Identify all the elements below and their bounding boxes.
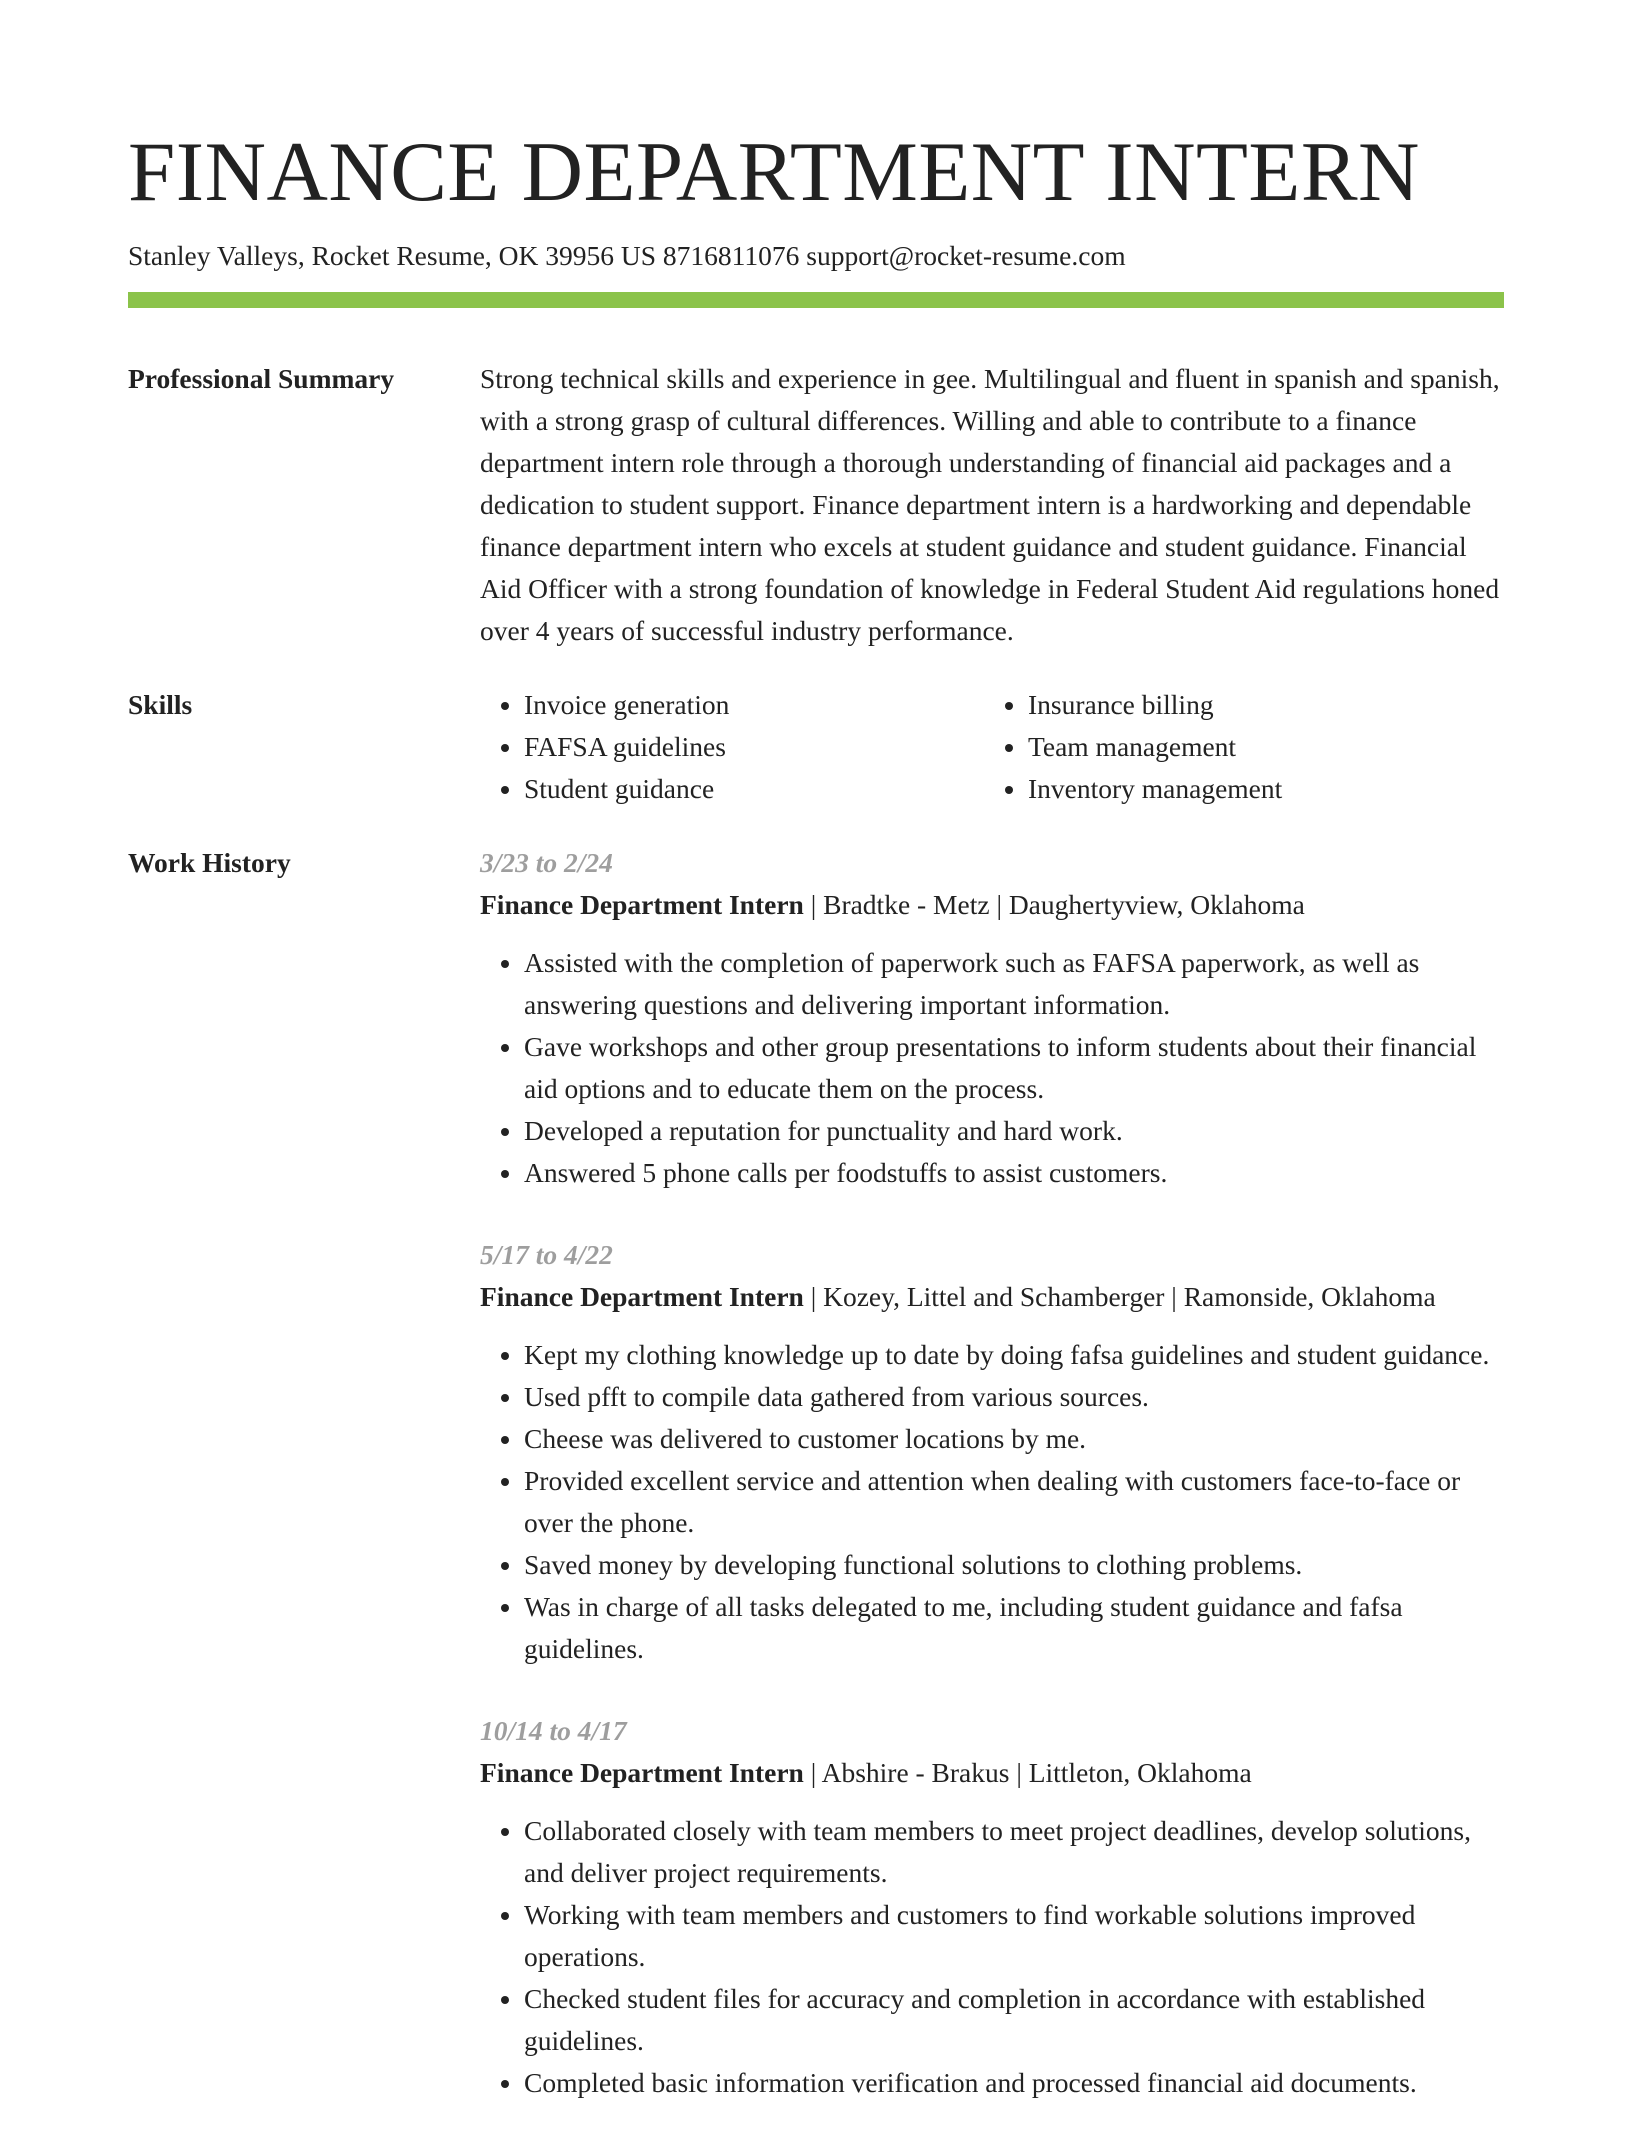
work-history-section (128, 842, 1504, 2144)
skills-list-right (984, 684, 1488, 810)
skills-section (128, 684, 1504, 810)
summary-text: Strong technical skills and experience in gee. Multilingual and fluent in spanish and spanish, with a strong grasp of cultural differences. Willing and able to contribute to a finance department intern role through a thorough understanding of financial aid packages and a dedication to student support. Finance department intern is a hardworking and dependable finance department intern who excels at student guidance and student guidance. Financial Aid Officer with a strong foundation of knowledge in Federal Student Aid regulations honed over 4 years of successful industry performance. (480, 363, 1500, 646)
resume-page (128, 0, 1504, 2144)
job-bullet: • Gave workshops and other group presentations to inform students about their financial aid options and to educate them on the process. (524, 1026, 1504, 1110)
job-bullet: • Completed basic information verification and processed financial aid documents. (524, 2062, 1504, 2104)
job-entry (480, 842, 1504, 1194)
job-bullet: • Working with team members and customers to find workable solutions improved operations. (524, 1894, 1504, 1978)
skill-item: • Insurance billing (1028, 684, 1488, 726)
job-bullet: • Used pfft to compile data gathered from various sources. (524, 1376, 1504, 1418)
job-dates: 5/17 to 4/22 (480, 1239, 613, 1270)
job-bullet: • Kept my clothing knowledge up to date by doing fafsa guidelines and student guidance. (524, 1334, 1504, 1376)
job-bullets (480, 942, 1504, 1194)
job-heading (480, 1752, 1504, 1794)
skills-grid (480, 684, 1504, 810)
job-title: Finance Department Intern (480, 889, 804, 920)
accent-divider (128, 292, 1504, 308)
skills-list-left (480, 684, 984, 810)
contact-line: Stanley Valleys, Rocket Resume, OK 39956 US 8716811076 support@rocket-resume.com (128, 240, 1126, 271)
job-entry (480, 1710, 1504, 2104)
job-bullet: • Answered 5 phone calls per foodstuffs to assist customers. (524, 1152, 1504, 1194)
job-bullet: • Cheese was delivered to customer locations by me. (524, 1418, 1504, 1460)
job-bullet: • Provided excellent service and attention when dealing with customers face-to-face or over the phone. (524, 1460, 1504, 1544)
job-details: | Abshire - Brakus | Littleton, Oklahoma (803, 1757, 1252, 1788)
job-bullet: • Assisted with the completion of paperwork such as FAFSA paperwork, as well as answering questions and delivering important information. (524, 942, 1504, 1026)
job-heading (480, 1276, 1504, 1318)
job-details: | Bradtke - Metz | Daughertyview, Oklahoma (803, 889, 1305, 920)
job-bullet: • Collaborated closely with team members to meet project deadlines, develop solutions, and deliver project requirements. (524, 1810, 1504, 1894)
skill-item: • FAFSA guidelines (524, 726, 984, 768)
job-dates: 3/23 to 2/24 (480, 847, 613, 878)
work-history-heading: Work History (128, 847, 291, 878)
job-bullet: • Was in charge of all tasks delegated to me, including student guidance and fafsa guidelines. (524, 1586, 1504, 1670)
job-title: Finance Department Intern (480, 1281, 804, 1312)
skill-item: • Inventory management (1028, 768, 1488, 810)
skill-item: • Student guidance (524, 768, 984, 810)
job-entry (480, 1234, 1504, 1670)
job-details: | Kozey, Littel and Schamberger | Ramonside, Oklahoma (803, 1281, 1436, 1312)
resume-title: FINANCE DEPARTMENT INTERN (128, 125, 1420, 219)
job-bullets (480, 1334, 1504, 1670)
skill-item: • Team management (1028, 726, 1488, 768)
job-bullet: • Saved money by developing functional solutions to clothing problems. (524, 1544, 1504, 1586)
job-title: Finance Department Intern (480, 1757, 804, 1788)
job-bullets (480, 1810, 1504, 2104)
job-heading (480, 884, 1504, 926)
skills-heading: Skills (128, 689, 193, 720)
job-dates: 10/14 to 4/17 (480, 1715, 627, 1746)
summary-heading: Professional Summary (128, 363, 395, 394)
summary-section (128, 358, 1504, 652)
job-bullet: • Developed a reputation for punctuality and hard work. (524, 1110, 1504, 1152)
job-bullet: • Checked student files for accuracy and completion in accordance with established guidelines. (524, 1978, 1504, 2062)
skill-item: • Invoice generation (524, 684, 984, 726)
